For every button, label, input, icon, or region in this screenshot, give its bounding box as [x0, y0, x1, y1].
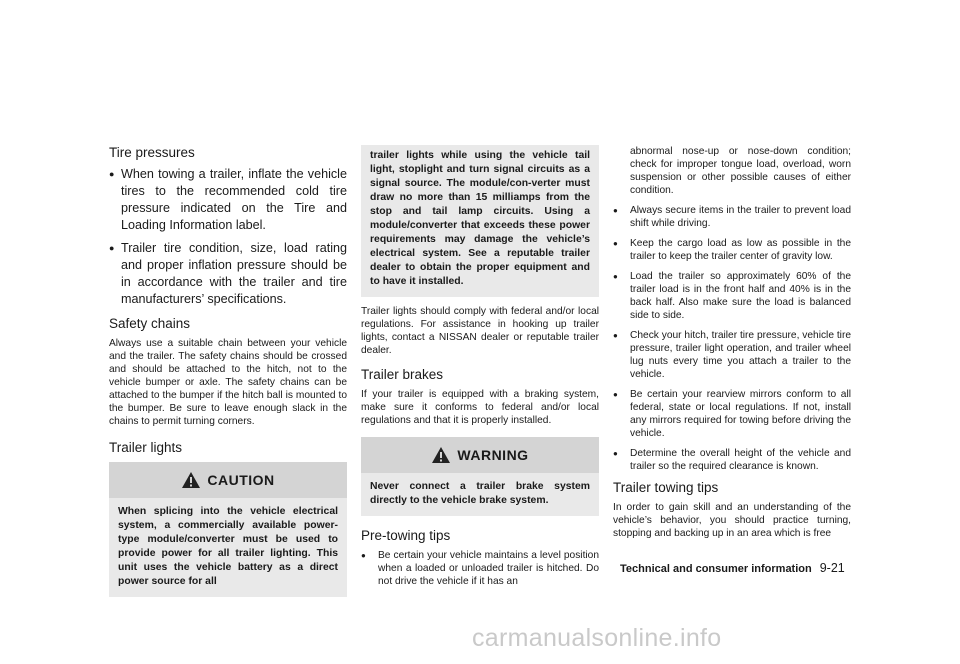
heading-trailer-towing-tips: Trailer towing tips: [613, 480, 719, 495]
page-footer: [620, 561, 845, 575]
warning-triangle-icon: [181, 471, 201, 489]
list-item: ● Be certain your vehicle maintains a level position when a loaded or unloaded trailer is hitched. Do not drive the vehicle if it has an: [361, 550, 599, 587]
list-item: ● Load the trailer so approximately 60% of the trailer load is in the front half and 40% is in the back half. Also make sure the load is balanced side to side.: [613, 271, 851, 321]
paragraph-trailer-brakes: If your trailer is equipped with a braking system, make sure it conforms to federal and/or local regulations and that it is properly installed.: [361, 389, 599, 426]
bullet-icon: ●: [613, 206, 618, 215]
list-item: ● Keep the cargo load as low as possible in the trailer to keep the trailer center of gravity low.: [613, 238, 851, 262]
bullet-icon: ●: [613, 390, 618, 399]
heading-tire-pressures: Tire pressures: [109, 145, 195, 160]
list-item: ● Check your hitch, trailer tire pressure, vehicle tire pressure, trailer light operation, and trailer wheel lug nuts every time you attach a trailer to the vehicle.: [613, 330, 851, 380]
warning-triangle-icon: [431, 446, 451, 464]
caution-label: CAUTION: [207, 472, 275, 488]
heading-safety-chains: Safety chains: [109, 316, 191, 331]
page-number: 9-21: [819, 561, 845, 575]
warning-label: WARNING: [457, 447, 529, 463]
bullet-icon: ●: [613, 272, 618, 281]
list-item: ● Be certain your rearview mirrors conform to all federal, state or local regulations. If not, install any mirrors required for towing before driving the vehicle.: [613, 389, 851, 439]
column-3: [613, 145, 851, 548]
heading-trailer-lights: Trailer lights: [109, 440, 183, 455]
caution-text: When splicing into the vehicle electrical system, a commercially available power-type module/converter must be used to provide power for all trailer lighting. This unit uses the vehicle battery as a direct power source for all: [109, 498, 347, 597]
bullet-icon: ●: [109, 243, 115, 253]
bullet-icon: ●: [109, 169, 115, 179]
list-item: ● Trailer tire condition, size, load rating and proper inflation pressure should be in accordance with the trailer and tire manufacturers’ specifications.: [109, 241, 347, 306]
paragraph-trailer-towing-tips: In order to gain skill and an understanding of the vehicle’s behavior, you should practice turning, stopping and backing up in an area which is free: [613, 502, 851, 539]
bullet-icon: ●: [361, 551, 366, 560]
paragraph-trailer-lights: Trailer lights should comply with federal and/or local regulations. For assistance in hooking up trailer lights, contact a NISSAN dealer or reputable trailer dealer.: [361, 306, 599, 356]
bullet-icon: ●: [613, 331, 618, 340]
footer-section-title: Technical and consumer information: [620, 563, 812, 575]
heading-trailer-brakes: Trailer brakes: [361, 367, 444, 382]
caution-text-continued: trailer lights while using the vehicle tail light, stoplight and turn signal circuits as a signal source. The module/con-verter must draw no more than 15 milliamps from the stop and tail lamp circuits. Using a module/converter that exceeds these power requirements may damage the vehicle’s electrical system. See a reputable trailer dealer to obtain the proper equipment and to have it installed.: [361, 145, 599, 297]
bullet-icon: ●: [613, 239, 618, 248]
list-item: ● When towing a trailer, inflate the vehicle tires to the recommended cold tire pressure indicated on the Tire and Loading Information label.: [109, 167, 347, 232]
list-item-continued: abnormal nose-up or nose-down condition; check for improper tongue load, overload, worn suspension or other possible causes of either condition.: [630, 146, 851, 196]
list-item: ● Determine the overall height of the vehicle and trailer so the required clearance is known.: [613, 448, 851, 472]
bullet-icon: ●: [613, 449, 618, 458]
caution-banner: [109, 462, 347, 498]
column-1: [109, 145, 347, 597]
heading-pre-towing-tips: Pre-towing tips: [361, 528, 451, 543]
list-item: ● Always secure items in the trailer to prevent load shift while driving.: [613, 205, 851, 229]
watermark: carmanualsonline.info: [472, 624, 722, 652]
warning-banner: [361, 437, 599, 473]
paragraph-safety-chains: Always use a suitable chain between your vehicle and the trailer. The safety chains should be crossed and should be attached to the hitch, not to the vehicle bumper or axle. The safety chains can be attached to the bumper if the hitch ball is mounted to the bumper. Be sure to leave enough slack in the chains to permit turning corners.: [109, 338, 347, 427]
column-2: [361, 145, 599, 595]
warning-text: Never connect a trailer brake system directly to the vehicle brake system.: [361, 473, 599, 516]
